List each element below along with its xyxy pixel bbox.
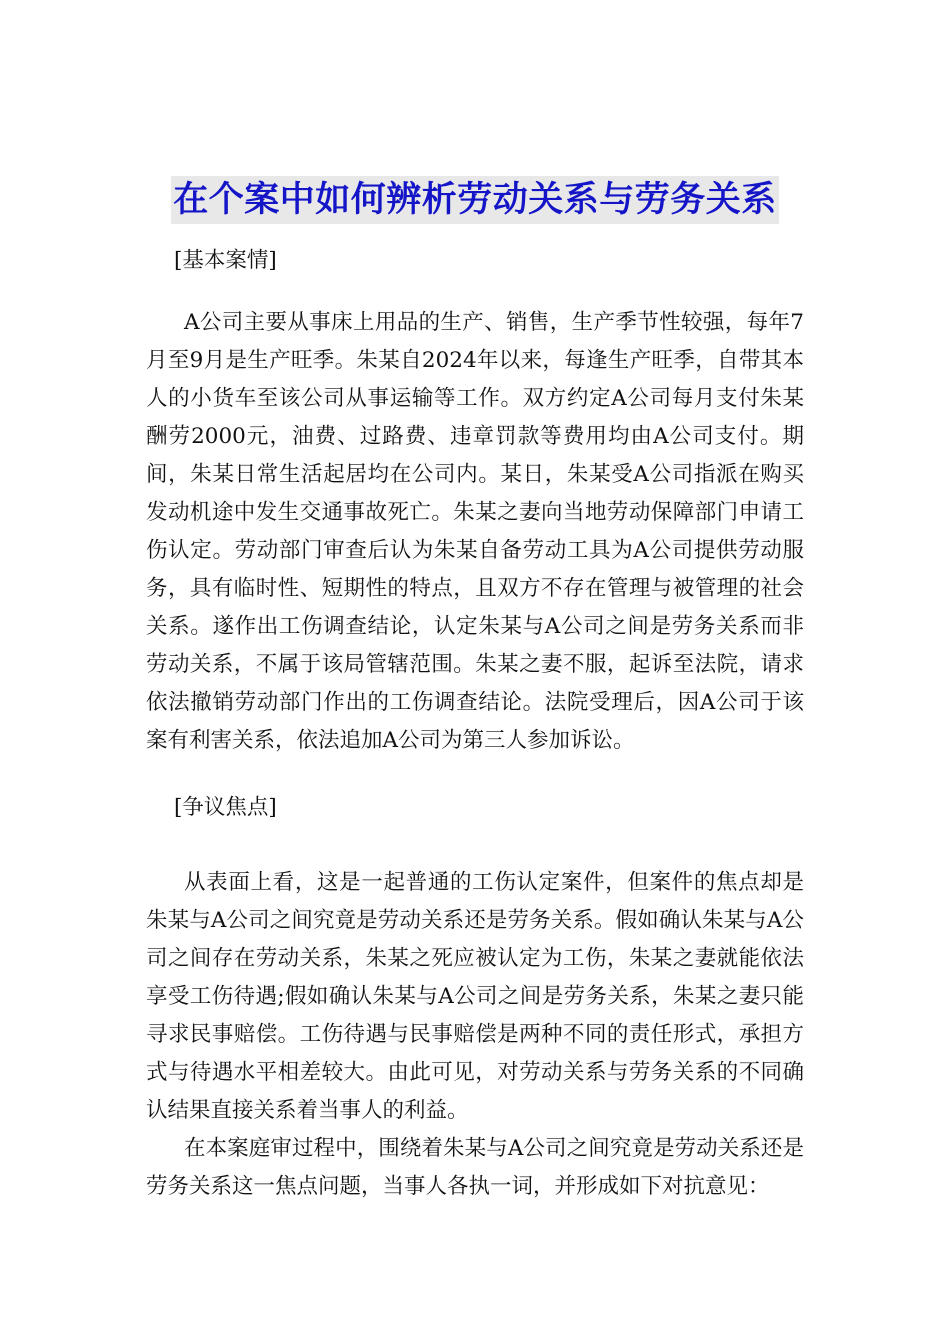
dispute-focus-body [146,864,804,1206]
section-label-dispute-focus: [争议焦点] [174,795,277,820]
dispute-paragraph-1: 从表面上看，这是一起普通的工伤认定案件，但案件的焦点却是朱某与A公司之间究竟是劳动关系还是劳务关系。假如确认朱某与A公司之间存在劳动关系，朱某之死应被认定为工伤，朱某之妻就能依法享受工伤待遇;假如确认朱某与A公司之间是劳务关系，朱某之妻只能寻求民事赔偿。工伤待遇与民事赔偿是两种不同的责任形式，承担方式与待遇水平相差较大。由此可见，对劳动关系与劳务关系的不同确认结果直接关系着当事人的利益。 [146,870,804,1123]
title-container [0,176,950,224]
basic-facts-body [146,304,804,760]
section-label-basic-facts: [基本案情] [174,248,277,273]
document-title: 在个案中如何辨析劳动关系与劳务关系 [171,176,779,224]
basic-facts-paragraph: A公司主要从事床上用品的生产、销售，生产季节性较强，每年7月至9月是生产旺季。朱某自2024年以来，每逢生产旺季，自带其本人的小货车至该公司从事运输等工作。双方约定A公司每月支付朱某酬劳2000元，油费、过路费、违章罚款等费用均由A公司支付。期间，朱某日常生活起居均在公司内。某日，朱某受A公司指派在购买发动机途中发生交通事故死亡。朱某之妻向当地劳动保障部门申请工伤认定。劳动部门审查后认为朱某自备劳动工具为A公司提供劳动服务，具有临时性、短期性的特点，且双方不存在管理与被管理的社会关系。遂作出工伤调查结论，认定朱某与A公司之间是劳务关系而非劳动关系，不属于该局管辖范围。朱某之妻不服，起诉至法院，请求依法撤销劳动部门作出的工伤调查结论。法院受理后，因A公司于该案有利害关系，依法追加A公司为第三人参加诉讼。 [146,310,804,753]
dispute-paragraph-2: 在本案庭审过程中，围绕着朱某与A公司之间究竟是劳动关系还是劳务关系这一焦点问题，当事人各执一词，并形成如下对抗意见： [146,1136,804,1199]
